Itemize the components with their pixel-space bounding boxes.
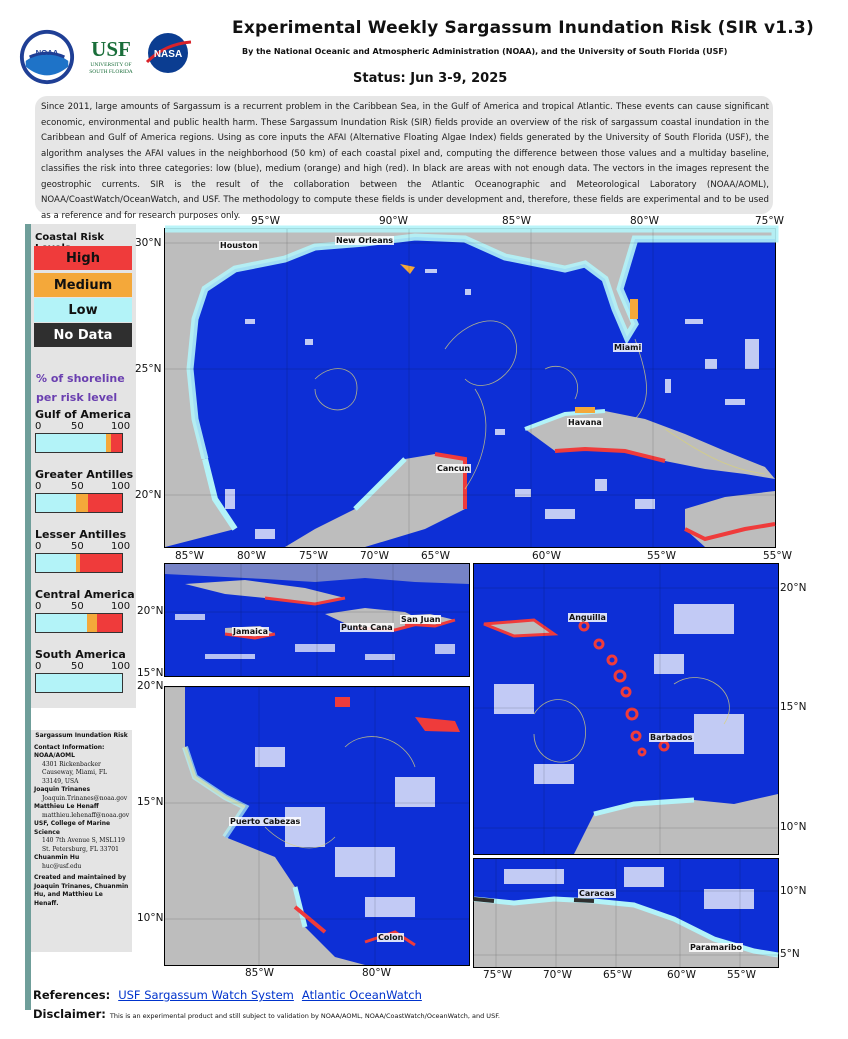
legend-medium-label: Medium [53,277,113,293]
south-bottom-tick-1: 70°W [543,969,572,981]
usf-logo-text: USF [91,37,131,61]
tick-label: 100 [111,481,131,492]
city-houston: Houston [220,241,258,250]
bar-segment-high [97,614,122,632]
references [33,988,422,1002]
page-subtitle: By the National Oceanic and Atmospheric Administration (NOAA), and the University of South Florida (USF) [242,47,728,56]
ref-oceanwatch-link[interactable]: Atlantic OceanWatch [301,988,422,1002]
central-america-map [164,686,470,966]
bar-segment-high [111,434,122,452]
contact-person2: Matthieu Le Henaff [34,803,99,810]
usf-logo [84,34,138,76]
noaa-logo-text: NOAA [35,48,59,58]
contact-addr2-1: 140 7th Avenue S, MSL119 [42,837,125,844]
bar-segment-medium [87,614,97,632]
tick-label: 50 [71,661,84,672]
usf-logo-sub1: UNIVERSITY OF [90,62,132,68]
gulf-left-tick-2: 20°N [135,489,162,501]
city-puerto-cabezas: Puerto Cabezas [230,817,301,826]
legend-low-label: Low [68,302,98,318]
city-caracas: Caracas [579,889,615,898]
contact-addr2-2: St. Petersburg, FL 33701 [42,845,119,853]
antilles-left-tick-0: 20°N [137,605,164,617]
region-1 [35,468,135,513]
contact-addr1-2: Causeway, Miami, FL [42,769,107,776]
antilles-left-tick-1: 15°N [137,667,164,679]
region-ticks [35,541,135,553]
region-2 [35,528,135,573]
gulf-top-tick-1: 90°W [379,215,408,227]
disclaimer [33,1007,500,1021]
legend-high [34,246,132,270]
disclaimer-label: Disclaimer: [33,1007,106,1021]
city-punta-cana: Punta Cana [341,623,393,632]
bar-segment-low [36,614,87,632]
city-jamaica: Jamaica [233,627,268,636]
contact-label: Contact Information: [34,743,105,751]
gulf-bottom-tick-0: 85°W [175,550,204,562]
city-havana: Havana [568,418,602,427]
central-bottom-tick-1: 80°W [362,967,391,979]
city-paramaribo: Paramaribo [690,943,743,952]
south-america-map [473,858,779,968]
region-bar [35,673,123,693]
tick-label: 50 [71,541,84,552]
contact-email2[interactable]: matthieu.lehenaff@noaa.gov [42,811,130,819]
bar-segment-low [36,554,76,572]
risk-legend [31,224,136,708]
region-4 [35,648,135,693]
gulf-top-tick-3: 80°W [630,215,659,227]
gulf-top-tick-2: 85°W [502,215,531,227]
contact-person1: Joaquin Trinanes [34,786,91,793]
contact-email1[interactable]: Joaquin.Trinanes@noaa.gov [42,794,128,802]
ref-usf-link[interactable]: USF Sargassum Watch System [118,988,294,1002]
tick-label: 50 [71,421,84,432]
central-left-tick-0: 20°N [137,680,164,692]
legend-high-label: High [66,250,100,266]
bar-segment-low [36,434,106,452]
region-bar [35,613,123,633]
tick-label: 100 [111,541,131,552]
city-cancun: Cancun [437,464,471,473]
page-title: Experimental Weekly Sargassum Inundation Risk (SIR v1.3) [232,18,814,38]
antilles-map [164,563,470,677]
nasa-logo [143,30,193,76]
legend-title: Coastal Risk [35,232,105,243]
pct-title-1: % of shoreline [36,372,125,385]
tick-label: 0 [35,661,42,672]
south-bottom-tick-3: 60°W [667,969,696,981]
noaa-logo [18,28,76,86]
gulf-left-tick-1: 25°N [135,363,162,375]
city-new-orleans: New Orleans [336,236,394,245]
tick-label: 50 [71,601,84,612]
gulf-bottom-tick-4: 65°W [421,550,450,562]
contact-info [31,730,132,952]
city-colon: Colon [378,933,404,942]
lesser-right-tick-1: 15°N [780,701,807,713]
city-san-juan: San Juan [401,615,441,624]
tick-label: 50 [71,481,84,492]
tick-label: 100 [111,661,131,672]
gulf-bottom-tick-6: 55°W [647,550,676,562]
south-bottom-tick-4: 55°W [727,969,756,981]
bar-segment-low [36,494,76,512]
gulf-bottom-tick-1: 80°W [237,550,266,562]
gulf-top-tick-0: 95°W [251,215,280,227]
region-bar [35,433,123,453]
gulf-map [164,228,776,548]
tick-label: 0 [35,541,42,552]
region-bar [35,493,123,513]
region-3 [35,588,135,633]
disclaimer-text: This is an experimental product and still subject to validation by NOAA/AOML, NOAA/CoastWatch/OceanWatch, and USF. [109,1012,500,1020]
references-label: References: [33,988,111,1002]
contact-org2: USF, College of Marine Science [34,820,111,836]
south-right-tick-1: 5°N [780,948,800,960]
usf-logo-sub2: SOUTH FLORIDA [89,69,133,75]
tick-label: 100 [111,601,131,612]
gulf-bottom-tick-2: 75°W [299,550,328,562]
lesser-right-tick-0: 20°N [780,582,807,594]
lesser-antilles-map [473,563,779,855]
region-0 [35,408,135,453]
central-left-tick-1: 15°N [137,796,164,808]
legend-low [34,298,132,322]
gulf-bottom-tick-7: 55°W [763,550,792,562]
gulf-bottom-tick-3: 70°W [360,550,389,562]
gulf-bottom-tick-5: 60°W [532,550,561,562]
legend-nodata [34,323,132,347]
bar-segment-high [80,554,122,572]
legend-medium [34,273,132,297]
gulf-top-tick-4: 75°W [755,215,784,227]
tick-label: 100 [111,421,131,432]
contact-addr1-1: 4301 Rickenbacker [42,760,101,768]
tick-label: 0 [35,421,42,432]
region-name: Gulf of America [35,408,131,421]
nasa-logo-text: NASA [153,49,183,60]
gulf-left-tick-0: 30°N [135,237,162,249]
region-bar [35,553,123,573]
legend-nodata-label: No Data [53,327,113,343]
tick-label: 0 [35,481,42,492]
city-anguilla: Anguilla [569,613,606,622]
bar-segment-low [36,674,122,692]
region-name: Greater Antilles [35,468,134,481]
central-left-tick-2: 10°N [137,912,164,924]
region-name: Central America [35,588,135,601]
lesser-right-tick-2: 10°N [780,821,807,833]
pct-title-2: per risk level [36,391,118,404]
city-barbados: Barbados [650,733,693,742]
region-ticks [35,421,135,433]
south-bottom-tick-0: 75°W [483,969,512,981]
region-ticks [35,661,135,673]
region-name: Lesser Antilles [35,528,127,541]
bar-segment-medium [76,494,87,512]
contact-credits: Created and maintained by Joaquin Trinanes, Chuanmin Hu, and Matthieu Le Henaff. [34,874,129,907]
central-bottom-tick-0: 85°W [245,967,274,979]
region-ticks [35,601,135,613]
contact-title: Sargassum Inundation Risk [35,732,128,739]
bar-segment-high [88,494,122,512]
intro-paragraph: Since 2011, large amounts of Sargassum is a recurrent problem in the Caribbean Sea, in the Gulf of America and tropical Atlantic. These events can cause significant economic, environmental and public health harm. These Sargassum Inundation Risk (SIR) fields provide an overview of the risk of sargassum coastal inundation in the Caribbean and Gulf of America regions. Using as core inputs the AFAI (Alternative Floating Algae Index) fields generated by the University of South Florida (USF), the algorithm analyses the AFAI values in the neighborhood (50 km) of each coastal pixel and, computing the difference between those values and a multiday baseline, classifies the risk into three categories: low (blue), medium (orange) and high (red). In black are areas with not enough data. The vectors in the images represent the geostrophic currents. SIR is the result of the collaboration between the Atlantic Oceanographic and Meteorological Laboratory (NOAA/AOML), NOAA/CoastWatch/OceanWatch, and USF. The methodology to compute these fields is under development and, therefore, these fields are experimental and to be used as a reference and for research purposes only. [35,96,773,214]
contact-org1: NOAA/AOML [34,752,75,759]
south-right-tick-0: 10°N [780,885,807,897]
south-bottom-tick-2: 65°W [603,969,632,981]
status-date: Status: Jun 3-9, 2025 [353,71,508,86]
city-miami: Miami [614,343,642,352]
region-ticks [35,481,135,493]
contact-addr1-3: 33149, USA [42,777,79,785]
contact-email3[interactable]: huc@usf.edu [42,862,82,870]
contact-person3: Chuanmin Hu [34,854,80,861]
region-name: South America [35,648,126,661]
tick-label: 0 [35,601,42,612]
